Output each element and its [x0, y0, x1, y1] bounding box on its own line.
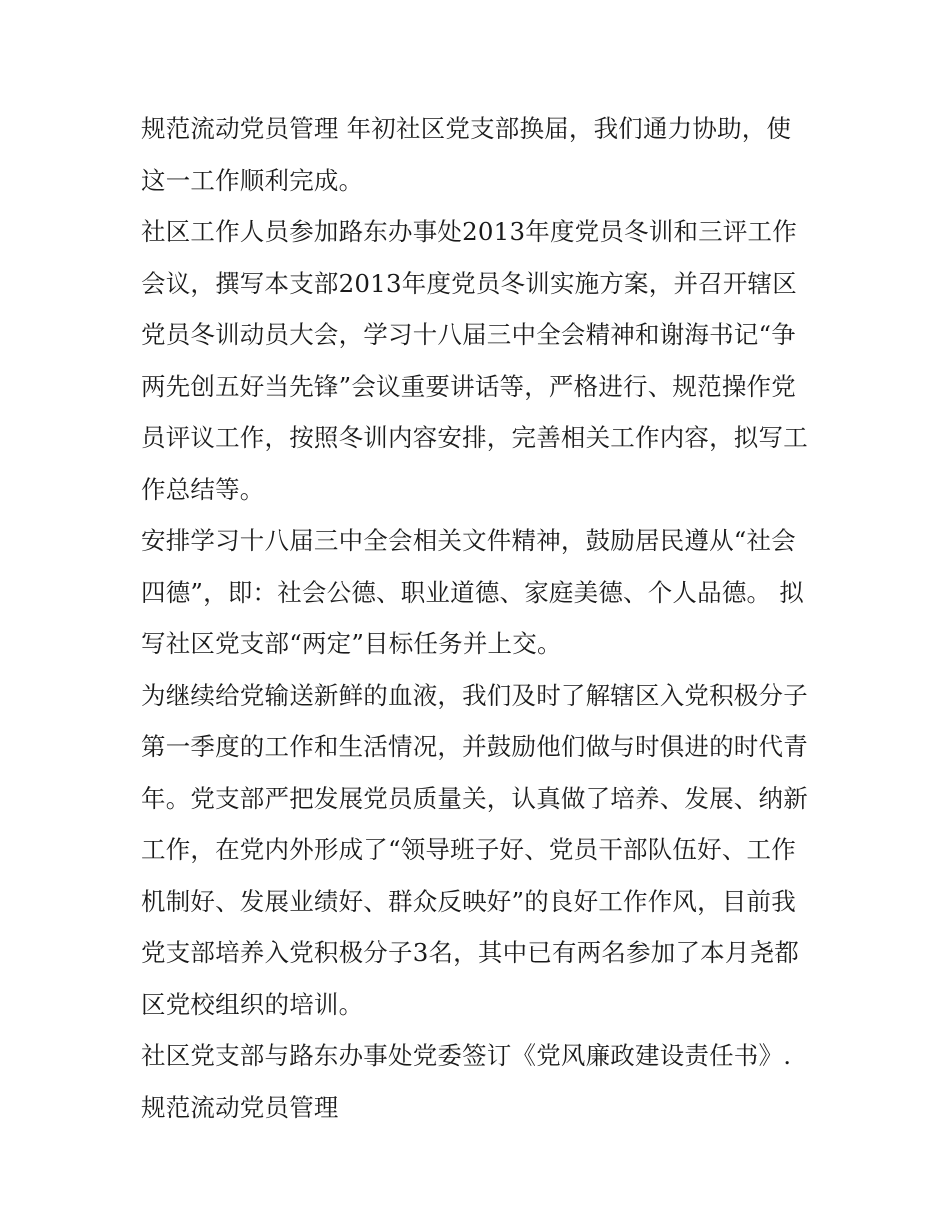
paragraph [141, 515, 813, 670]
text-line: 年。党支部严把发展党员质量关，认真做了培养、发展、纳新 [141, 783, 808, 813]
text-line: 机制好、发展业绩好、群众反映好”的良好工作作风，目前我 [141, 886, 796, 916]
text-line: 党员冬训动员大会，学习十八届三中全会精神和谢海书记“争 [141, 320, 796, 349]
text-line: 社区工作人员参加路东办事处2013年度党员冬训和三评工作 [141, 217, 797, 246]
text-line: 第一季度的工作和生活情况，并鼓励他们做与时俱进的时代青 [141, 732, 808, 761]
text-line: 区党校组织的培训。 [141, 989, 364, 1019]
paragraph [141, 1030, 813, 1133]
text-line: 社区党支部与路东办事处党委签订《党风廉政建设责任书》. [141, 1041, 792, 1070]
text-line: 会议，撰写本支部2013年度党员冬训实施方案，并召开辖区 [141, 268, 797, 298]
text-line: 安排学习十八届三中全会相关文件精神，鼓励居民遵从“社会 [141, 526, 796, 555]
text-line: 四德”，即：社会公德、职业道德、家庭美德、个人品德。 拟 [141, 577, 804, 607]
paragraph [141, 206, 813, 515]
text-line: 作总结等。 [141, 474, 265, 504]
text-line: 工作，在党内外形成了“领导班子好、党员干部队伍好、工作 [141, 835, 796, 864]
text-line: 规范流动党员管理 年初社区党支部换届，我们通力协助，使 [141, 114, 792, 143]
text-line: 这一工作顺利完成。 [141, 165, 364, 195]
text-line: 规范流动党员管理 [141, 1092, 339, 1122]
text-line: 为继续给党输送新鲜的血液，我们及时了解辖区入党积极分子 [141, 680, 808, 710]
text-line: 党支部培养入党积极分子3名，其中已有两名参加了本月尧都 [141, 938, 799, 967]
document-body [141, 103, 813, 1133]
text-line: 员评议工作，按照冬训内容安排，完善相关工作内容，拟写工 [141, 423, 808, 452]
paragraph [141, 670, 813, 1031]
text-line: 两先创五好当先锋”会议重要讲话等，严格进行、规范操作党 [141, 371, 796, 401]
paragraph [141, 103, 813, 206]
text-line: 写社区党支部“两定”目标任务并上交。 [141, 629, 562, 658]
